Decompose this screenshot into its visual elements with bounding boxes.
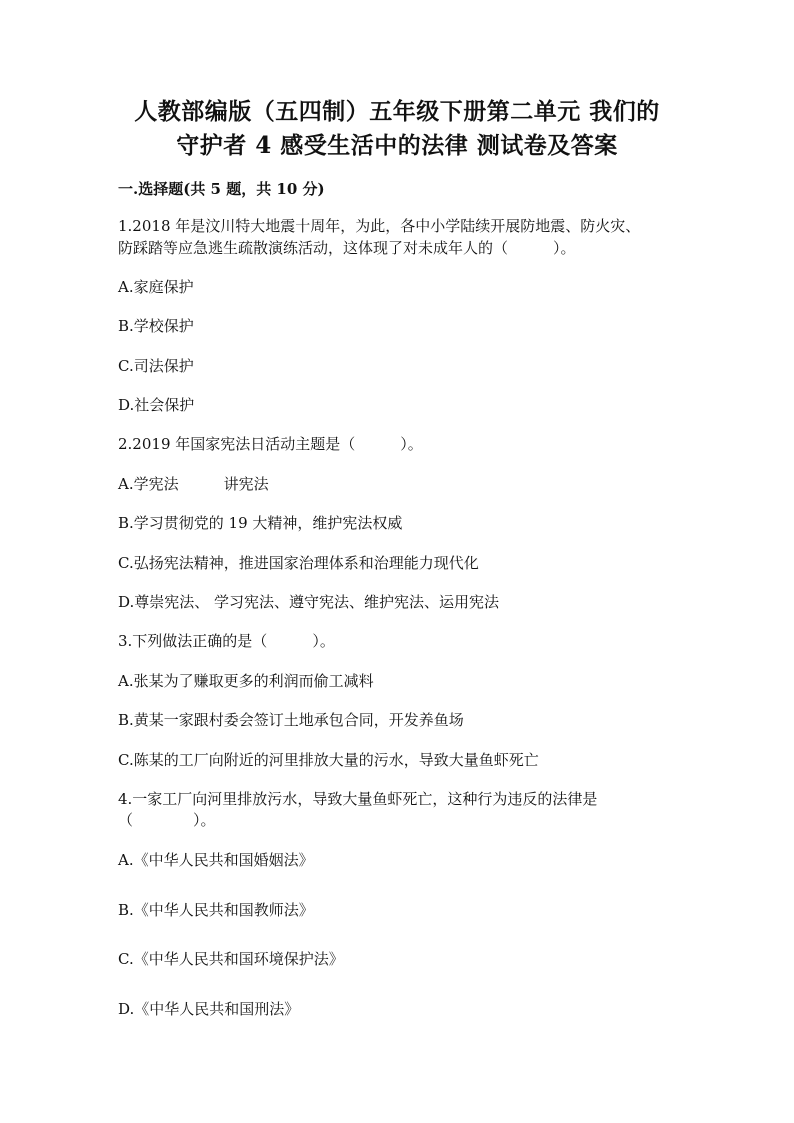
page-title-line-1: 人教部编版（五四制）五年级下册第二单元 我们的 <box>134 98 660 125</box>
question-4-option-b: B.《中华人民共和国教师法》 <box>118 901 314 919</box>
question-4-option-d: D.《中华人民共和国刑法》 <box>118 1000 300 1018</box>
question-2-option-d: D.尊崇宪法、 学习宪法、遵守宪法、维护宪法、运用宪法 <box>118 593 500 611</box>
question-4-option-c: C.《中华人民共和国环境保护法》 <box>118 950 344 968</box>
question-4-stem-line-1: 4.一家工厂向河里排放污水，导致大量鱼虾死亡，这种行为违反的法律是 <box>118 790 598 808</box>
question-4-stem-line-2: （ ）。 <box>118 811 216 829</box>
question-1-option-d: D.社会保护 <box>118 396 195 414</box>
section-heading: 一.选择题(共 5 题，共 10 分) <box>118 180 325 198</box>
question-3-option-c: C.陈某的工厂向附近的河里排放大量的污水，导致大量鱼虾死亡 <box>118 751 539 769</box>
question-2-stem: 2.2019 年国家宪法日活动主题是（ ）。 <box>118 435 423 453</box>
question-1-option-c: C.司法保护 <box>118 357 194 375</box>
question-3-option-b: B.黄某一家跟村委会签订土地承包合同，开发养鱼场 <box>118 711 464 729</box>
question-2-option-b: B.学习贯彻党的 19 大精神，维护宪法权威 <box>118 514 403 532</box>
question-1-stem-line-2: 防踩踏等应急逃生疏散演练活动，这体现了对未成年人的（ ）。 <box>118 239 576 257</box>
question-2-option-a: A.学宪法 讲宪法 <box>118 475 269 493</box>
question-1-option-a: A.家庭保护 <box>118 278 194 296</box>
question-1-option-b: B.学校保护 <box>118 317 194 335</box>
question-3-stem: 3.下列做法正确的是（ ）。 <box>118 632 335 650</box>
question-1-stem-line-1: 1.2018 年是汶川特大地震十周年，为此，各中小学陆续开展防地震、防火灾、 <box>118 217 641 235</box>
question-2-option-c: C.弘扬宪法精神，推进国家治理体系和治理能力现代化 <box>118 554 479 572</box>
page-title-line-2: 守护者 4 感受生活中的法律 测试卷及答案 <box>176 132 618 159</box>
question-3-option-a: A.张某为了赚取更多的利润而偷工减料 <box>118 672 374 690</box>
question-4-option-a: A.《中华人民共和国婚姻法》 <box>118 851 314 869</box>
